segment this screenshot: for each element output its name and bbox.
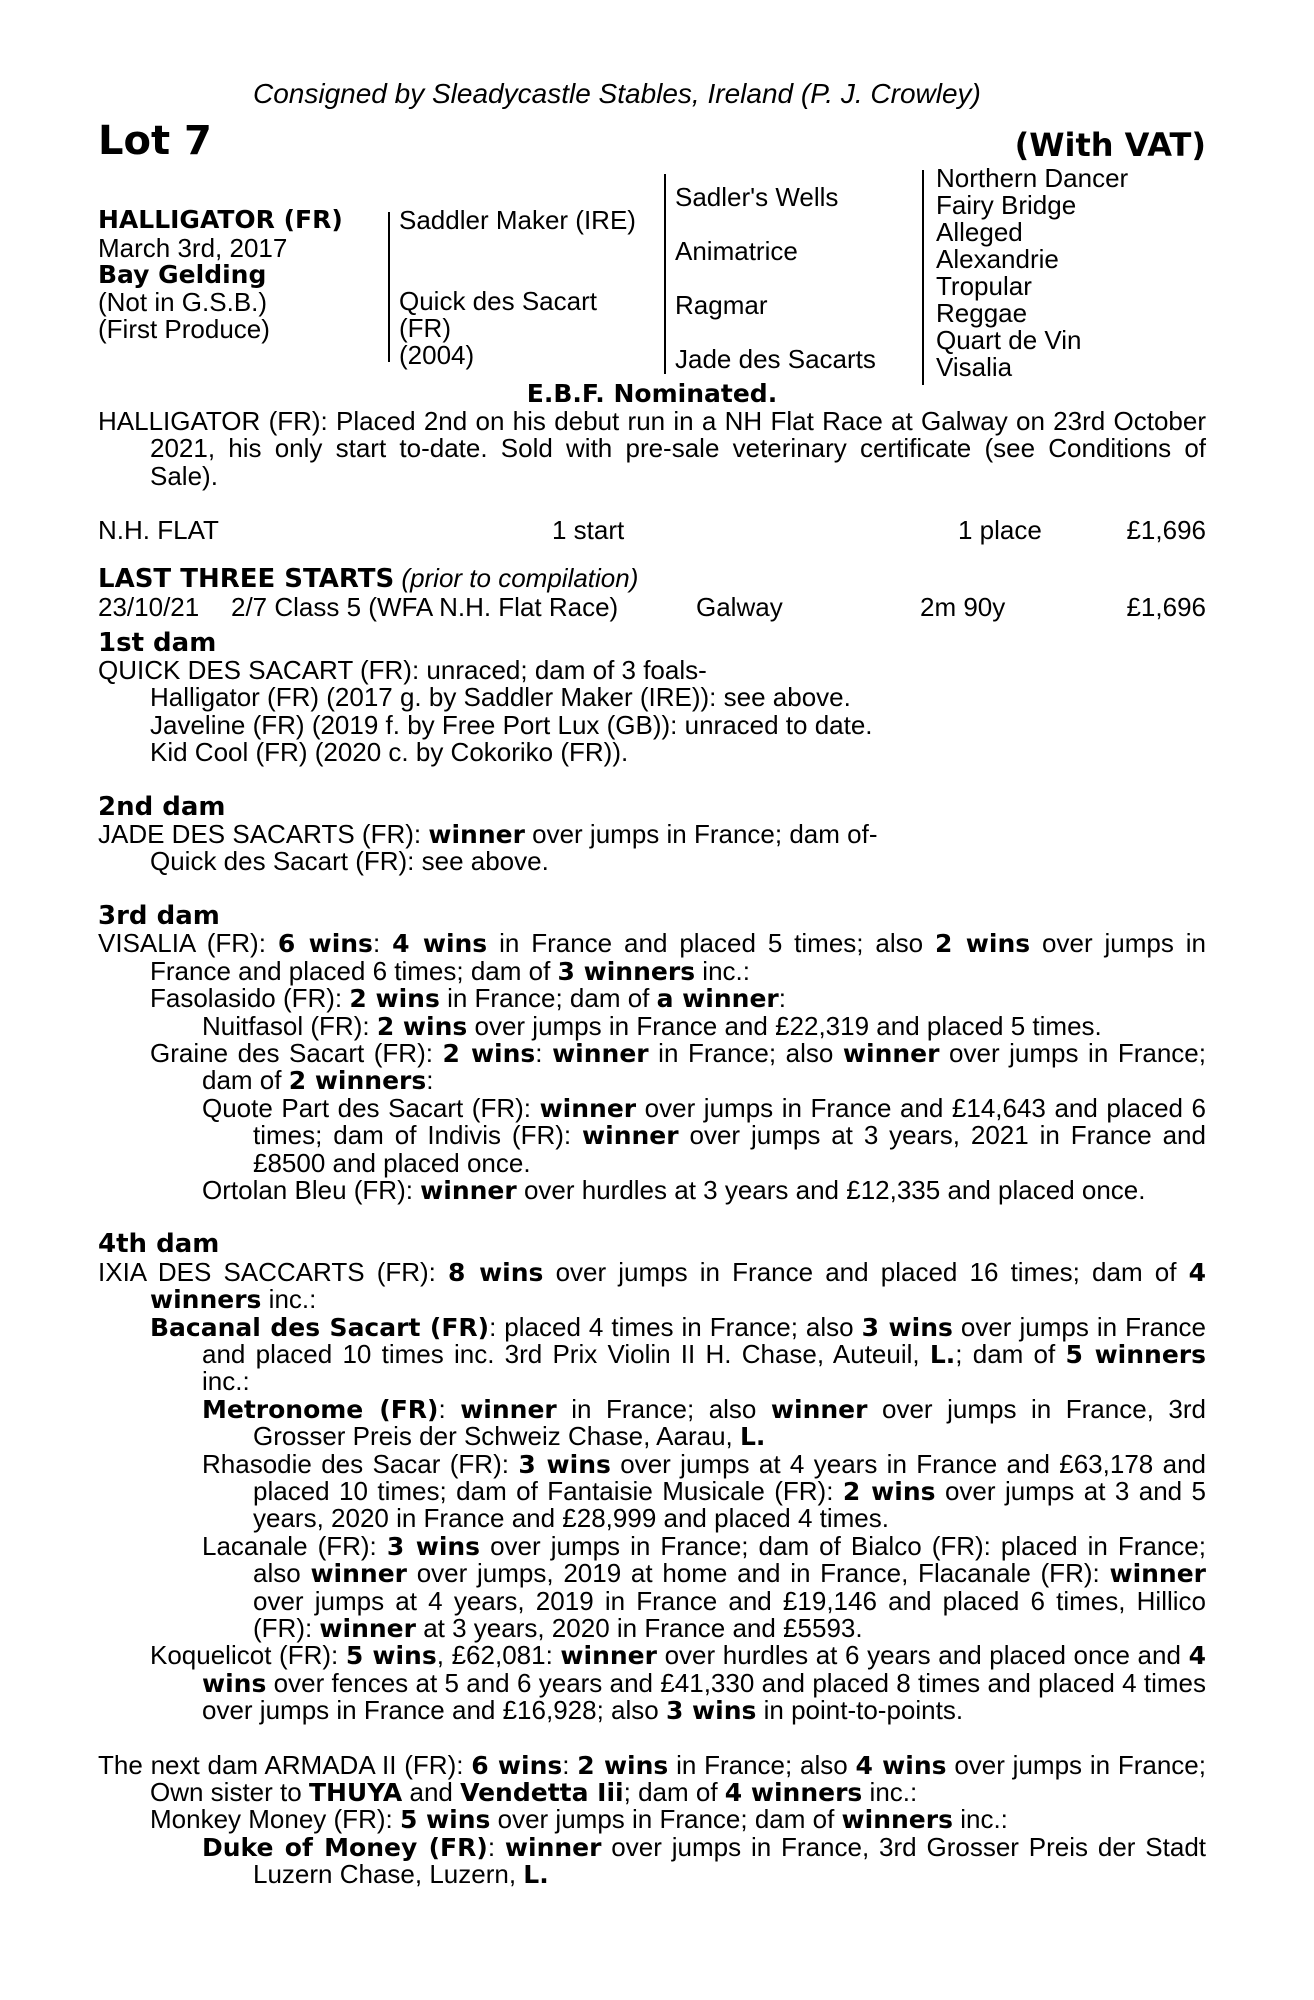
horse-dob: March 3rd, 2017 — [98, 233, 288, 263]
race-record — [98, 517, 1206, 547]
progeny-entry: Koquelicot (FR): 5 wins, £62,081: winner over hurdles at 6 years and placed once and 4 wins over fences at 5 and 6 years and £41,330 and placed 8 times and placed 4 times over jumps in France and £16,928; also 3 wins in point-to-points. — [150, 1640, 1206, 1726]
race-date: 23/10/21 — [98, 591, 200, 622]
last-three-row — [98, 591, 1206, 624]
dam2-heading: 2nd dam — [98, 791, 226, 822]
progeny-entry: Graine des Sacart (FR): 2 wins: winner in France; also winner over jumps in France; dam of 2 winners: — [150, 1037, 1206, 1096]
dam-sire: Ragmar — [675, 290, 768, 320]
dam3-heading: 3rd dam — [98, 900, 220, 931]
foal-entry: Kid Cool (FR) (2020 c. by Cokoriko (FR)). — [150, 737, 629, 768]
race-name: 2/7 Class 5 (WFA N.H. Flat Race) — [231, 591, 619, 622]
dam-origin: (FR) — [399, 313, 451, 343]
ebf-nominated: E.B.F. Nominated. — [526, 379, 778, 408]
vat-label: (With VAT) — [1014, 126, 1206, 164]
record-places: 1 place — [958, 515, 1042, 546]
dam4-line: IXIA DES SACCARTS (FR): 8 wins over jumps in France and placed 16 times; dam of 4 winners inc.: — [98, 1256, 1207, 1315]
pedigree-divider — [388, 212, 390, 362]
sire-sire: Sadler's Wells — [675, 182, 839, 212]
horse-name: HALLIGATOR (FR) — [98, 205, 343, 234]
ancestor: Alleged — [936, 217, 1023, 247]
ancestor: Fairy Bridge — [936, 190, 1077, 220]
race-distance: 2m 90y — [920, 591, 1006, 622]
ancestor: Reggae — [936, 298, 1028, 328]
race-course: Galway — [696, 591, 783, 622]
intro-paragraph: HALLIGATOR (FR): Placed 2nd on his debut run in a NH Flat Race at Galway on 23rd October 2021, his only start to-date. Sold with pre-sale veterinary certificate (see Conditions of Sale). — [98, 406, 1206, 491]
progeny-entry: Metronome (FR): winner in France; also winner over jumps in France, 3rd Grosser Preis der Schweiz Chase, Aarau, L. — [202, 1393, 1206, 1452]
ancestor: Visalia — [936, 352, 1013, 382]
sire: Saddler Maker (IRE) — [399, 205, 636, 235]
pedigree-divider — [664, 174, 666, 374]
consignor-line: Consigned by Sleadycastle Stables, Ireland (P. J. Crowley) — [253, 78, 981, 109]
progeny-entry: Nuitfasol (FR): 2 wins over jumps in France and £22,319 and placed 5 times. — [202, 1010, 1102, 1041]
record-starts: 1 start — [552, 515, 625, 546]
progeny-entry: Rhasodie des Sacar (FR): 3 wins over jumps at 4 years in France and £63,178 and placed 10 times; dam of Fantaisie Musicale (FR): 2 wins over jumps at 3 and 5 years, 2020 in France and £28,999 and placed 4 times. — [202, 1448, 1206, 1534]
pedigree-divider — [922, 170, 924, 385]
progeny-entry: Lacanale (FR): 3 wins over jumps in France; dam of Bialco (FR): placed in France; also winner over jumps, 2019 at home and in France, Flacanale (FR): winner over jumps at 4 years, 2019 in France and £19,146 and placed 6 times, Hillico (FR): winner at 3 years, 2020 in France and £5593. — [202, 1530, 1207, 1644]
ancestor: Northern Dancer — [936, 163, 1129, 193]
foal-entry: Javeline (FR) (2019 f. by Free Port Lux (GB)): unraced to date. — [150, 709, 873, 740]
sire-dam: Animatrice — [675, 236, 798, 266]
dam4-heading: 4th dam — [98, 1229, 220, 1260]
dam-dam: Jade des Sacarts — [675, 344, 876, 374]
horse-sex: Bay Gelding — [98, 260, 267, 289]
dam2-line: JADE DES SACARTS (FR): winner over jumps in France; dam of- — [98, 819, 878, 850]
record-type: N.H. FLAT — [98, 515, 219, 546]
next-dam-line: The next dam ARMADA II (FR): 6 wins: 2 wins in France; also 4 wins over jumps in France; Own sister to THUYA and Vendetta Iii; dam of 4 winners inc.: — [98, 1749, 1206, 1808]
horse-gsb: (Not in G.S.B.) — [98, 287, 268, 317]
dam2-foal: Quick des Sacart (FR): see above. — [150, 846, 549, 877]
progeny-entry: Duke of Money (FR): winner over jumps in France, 3rd Grosser Preis der Stadt Luzern Chase, Luzern, L. — [202, 1831, 1207, 1890]
progeny-entry: Ortolan Bleu (FR): winner over hurdles at 3 years and £12,335 and placed once. — [202, 1174, 1146, 1205]
dam1-heading: 1st dam — [98, 627, 217, 658]
ancestor: Tropular — [936, 271, 1032, 301]
record-earnings: £1,696 — [1126, 515, 1206, 546]
dam-year: (2004) — [399, 340, 475, 370]
foal-entry: Halligator (FR) (2017 g. by Saddler Maker (IRE)): see above. — [150, 682, 851, 713]
progeny-entry: Quote Part des Sacart (FR): winner over jumps in France and £14,643 and placed 6 times; dam of Indivis (FR): winner over jumps at 3 years, 2021 in France and £8500 and placed once. — [202, 1092, 1207, 1178]
ancestor: Quart de Vin — [936, 325, 1082, 355]
last-three-heading: LAST THREE STARTS (prior to compilation) — [98, 563, 639, 595]
lot-number: Lot 7 — [98, 118, 212, 164]
dam1-line: QUICK DES SACART (FR): unraced; dam of 3 foals- — [98, 655, 707, 686]
horse-produce: (First Produce) — [98, 314, 270, 344]
progeny-entry: Fasolasido (FR): 2 wins in France; dam of a winner: — [150, 983, 786, 1014]
catalogue-body — [98, 380, 1206, 1889]
progeny-entry: Monkey Money (FR): 5 wins over jumps in France; dam of winners inc.: — [150, 1804, 1008, 1835]
dam3-line: VISALIA (FR): 6 wins: 4 wins in France and placed 5 times; also 2 wins over jumps in France and placed 6 times; dam of 3 winners inc.: — [98, 928, 1206, 986]
race-prize: £1,696 — [1126, 591, 1206, 622]
pedigree-table — [98, 163, 1206, 385]
dam: Quick des Sacart — [399, 286, 597, 316]
ancestor: Alexandrie — [936, 244, 1059, 274]
progeny-entry: Bacanal des Sacart (FR): placed 4 times in France; also 3 wins over jumps in France and placed 10 times inc. 3rd Prix Violin II H. Chase, Auteuil, L.; dam of 5 winners inc.: — [150, 1311, 1207, 1397]
